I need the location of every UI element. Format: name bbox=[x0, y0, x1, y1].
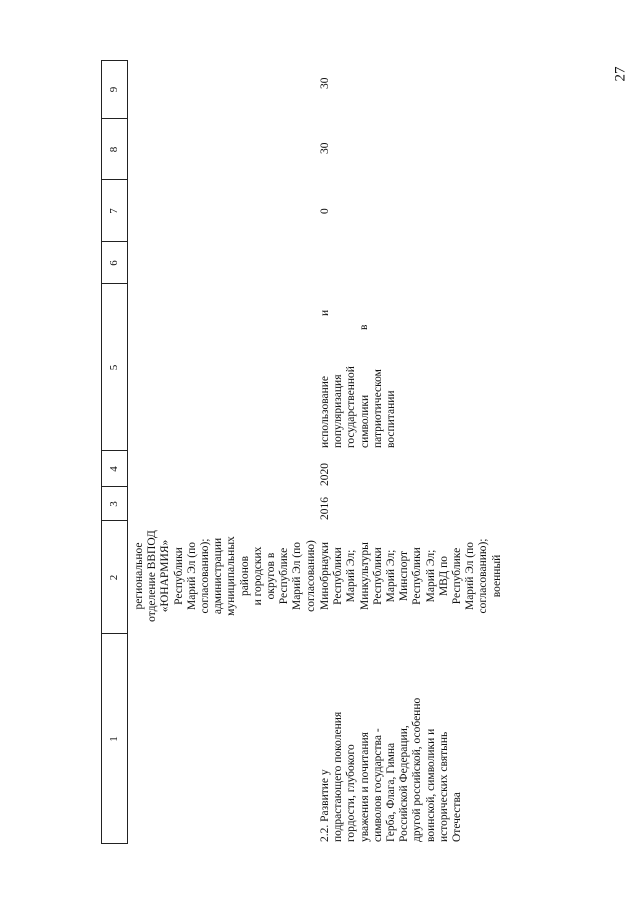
row-2-2-col2: Минобрнауки Республики Марий Эл; Минкультуры Республики Марий Эл; Минспорт Республики Марий Эл; МВД по Республике Марий Эл (по согласованию); военный bbox=[319, 538, 503, 614]
table-header-rule bbox=[127, 60, 128, 844]
row-2-2-col3: 2016 bbox=[319, 497, 331, 520]
continued-row-col2: региональное отделение ВВПОД «ЮНАРМИЯ» Республики Марий Эл (по согласованию); администрации муниципальных районов и городских округов в Республике Марий Эл (по согласованию) bbox=[133, 530, 317, 622]
header-col-5: 5 bbox=[108, 364, 120, 371]
row-2-2-col1: 2.2. Развитие у подрастающего поколения гордости, глубокого уважения и почитания символов государства - Герба, Флага, Гимна Российской Федерации, другой российской, особенно воинской, символики и исторических святынь Отечества bbox=[319, 697, 464, 842]
row-2-2-col7: 0 bbox=[319, 208, 331, 214]
header-col-8: 8 bbox=[108, 146, 120, 153]
header-col-1: 1 bbox=[108, 736, 120, 742]
header-col-6: 6 bbox=[108, 260, 120, 266]
header-col-7: 7 bbox=[108, 208, 120, 214]
row-2-2-col5-and: и bbox=[319, 309, 331, 316]
table bbox=[101, 60, 601, 844]
row-2-2-col8: 30 bbox=[319, 142, 331, 154]
row-2-2-col9: 30 bbox=[319, 77, 331, 89]
header-col-2: 2 bbox=[108, 574, 120, 581]
header-col-9: 9 bbox=[108, 86, 120, 93]
header-col-4: 4 bbox=[108, 466, 120, 472]
page-number: 27 bbox=[612, 66, 629, 82]
header-col-3: 3 bbox=[108, 501, 120, 507]
row-2-2-col5-in: в bbox=[358, 324, 370, 330]
row-2-2-col4: 2020 bbox=[319, 463, 331, 486]
row-2-2-col5: использование популяризация государственной символики патриотическом воспитании bbox=[319, 366, 398, 448]
